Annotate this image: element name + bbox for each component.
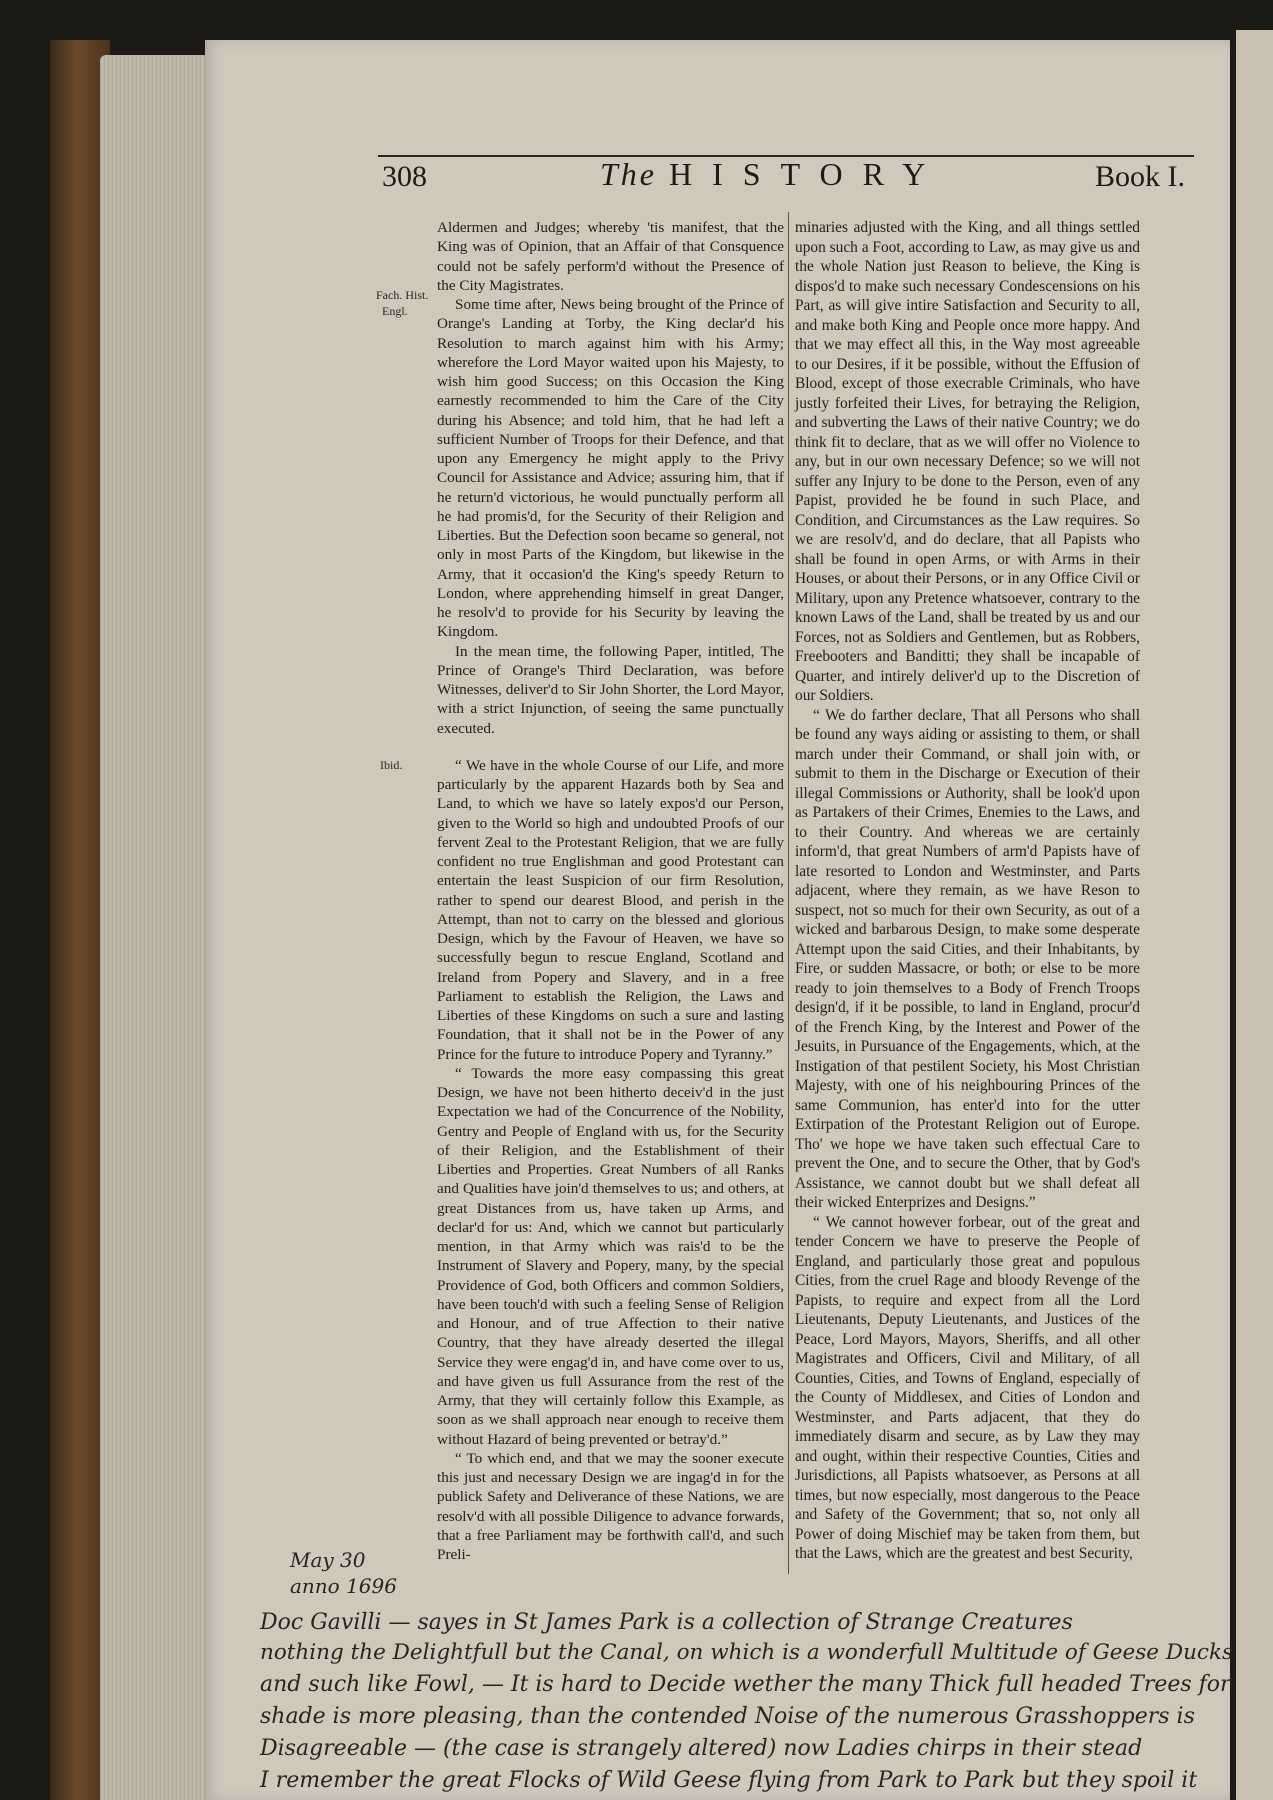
left-column (437, 218, 784, 1564)
left-paragraph-5: “ Towards the more easy compassing this great Design, we have not been hitherto deceiv'd in the just Expectation we had of the Concurrence of the Nobility, Gentry and People of England with us, for the Security of their Religion, and the Establishment of their Liberties and Properties. Great Numbers of all Ranks and Qualities have join'd themselves to us; and others, at great Distances from us, have taken up Arms, and declar'd for us: And, which we cannot but particularly mention, in that Army which was rais'd to be the Instrument of Slavery and Popery, many, by the special Providence of God, both Officers and common Soldiers, have been touch'd with such a feeling Sense of Religion and Honour, and of true Affection to their native Country, that they have already deserted the illegal Service they were engag'd in, and have come over to us, and have given us full Assurance from the rest of the Army, that they will certainly follow this Example, as soon as we shall approach near enough to receive them without Hazard of being prevented or betray'd.” (437, 1064, 784, 1448)
book-label: Book I. (1095, 160, 1185, 193)
handwritten-date-2: anno 1696 (290, 1574, 397, 1598)
handwritten-annotation (260, 1610, 1250, 1800)
column-divider (788, 212, 789, 1574)
page-edges (100, 55, 210, 1800)
margin-note-fach: Fach. Hist. (376, 288, 429, 302)
right-paragraph-1: minaries adjusted with the King, and all things settled upon such a Foot, according to Law, as may give us and the whole Nation just Reason to believe, the King is dispos'd to make such necessary Condescensions on his Part, as will give intire Satisfaction and Security to all, and make both King and People once more happy. And that we may effect all this, in the Way most agreeable to our Desires, if it be possible, without the Effusion of Blood, except of those execrable Criminals, who have justly forfeited their Lives, for betraying the Religion, and subverting the Laws of their native Country; we do think fit to declare, that as we will offer no Violence to any, but in our own necessary Defence; so we will not suffer any Injury to be done to the Person, even of any Papist, provided he be found in such Place, and Condition, and Circumstances as the Law requires. So we are resolv'd, and do declare, that all Papists who shall be found in open Arms, or with Arms in their Houses, or about their Persons, or in any Office Civil or Military, upon any Pretence whatsoever, contrary to the known Laws of the Land, shall be treated by us and our Forces, not as Soldiers and Gentlemen, but as Robbers, Freebooters and Banditti; they shall be incapable of Quarter, and intirely deliver'd up to the Discretion of our Soldiers. (795, 219, 1140, 704)
margin-note-ibid: Ibid. (380, 758, 403, 772)
handwritten-line-1: Doc Gavilli — sayes in St James Park is a collection of Strange Creatures (260, 1610, 1073, 1635)
margin-note-engl: Engl. (382, 304, 408, 318)
handwritten-line-6: I remember the great Flocks of Wild Geese flying from Park to Park but they spoil it (260, 1768, 1198, 1793)
handwritten-line-4: shade is more pleasing, than the contended Noise of the numerous Grasshoppers is (260, 1704, 1195, 1729)
left-paragraph-2: Some time after, News being brought of the Prince of Orange's Landing at Torby, the King declar'd his Resolution to march against him with his Army; wherefore the Lord Mayor waited upon his Majesty, to wish him good Success; on this Occasion the King earnestly recommended to him the Care of the City during his Absence; and told him, that he had left a sufficient Number of Troops for their Defence, and that upon any Emergency he might apply to the Privy Council for Assistance and Advice; assuring him, that if he return'd victorious, he would punctually perform all he had promis'd, for the Security of their Religion and Liberties. But the Defection soon became so general, not only in most Parts of the Kingdom, but likewise in the Army, that it occasion'd the King's speedy Return to London, where apprehending himself in great Danger, he resolv'd to provide for his Security by leaving the Kingdom. (437, 296, 784, 641)
right-paragraph-3: “ We cannot however forbear, out of the great and tender Concern we have to preserve the People of England, and particularly those great and populous Cities, from the cruel Rage and bloody Revenge of the Papists, to require and expect from all the Lord Lieutenants, Deputy Lieutenants, and Justices of the Peace, Lord Mayors, Mayors, Sheriffs, and all other Magistrates and Officers, Civil and Military, of all Counties, Cities, and Towns of England, especially of the County of Middlesex, and Cities of London and Westminster, and Parts adjacent, that they do immediately disarm and secure, as by Law they may and ought, within their respective Counties, Cities and Jurisdictions, all Papists whatsoever, as Persons at all times, but now especially, most dangerous to the Peace and Safety of the Government; that so, not only all Power of doing Mischief may be taken from them, but that the Laws, which are the greatest and best Security, (795, 1213, 1140, 1562)
handwritten-line-3: and such like Fowl, — It is hard to Decide wether the many Thick full headed Trees for (260, 1672, 1231, 1697)
handwritten-line-2: nothing the Delightfull but the Canal, on which is a wonderfull Multitude of Geese Ducks (260, 1640, 1234, 1665)
right-column (795, 218, 1140, 1564)
running-title-the: The (600, 156, 657, 192)
left-paragraph-3: In the mean time, the following Paper, intitled, The Prince of Orange's Third Declaration, was before Witnesses, deliver'd to Sir John Shorter, the Lord Mayor, with a strict Injunction, of seeing the same punctually executed. (437, 642, 784, 737)
running-title (600, 156, 945, 193)
facing-page-edge (1236, 30, 1273, 1800)
right-paragraph-2: “ We do farther declare, That all Persons who shall be found any ways aiding or assisting to them, or shall march under their Command, or shall join with, or submit to them in the Discharge or Execution of their illegal Commissions or Authority, shall be look'd upon as Partakers of their Crimes, Enemies to the Laws, and to their Country. And whereas we are certainly inform'd, that great Numbers of arm'd Papists have of late resorted to London and Westminster, and Parts adjacent, where they remain, as we have Reson to suspect, not so much for their own Security, as out of a wicked and barbarous Design, to make some desperate Attempt upon the said Cities, and their Inhabitants, by Fire, or sudden Massacre, or both; or else to be more ready to join themselves to a Body of French Troops design'd, if it be possible, to land in England, procur'd of the French King, by the Interest and Power of the Jesuits, in Pursuance of the Engagements, which, at the Instigation of that pestilent Society, his Most Christian Majesty, with one of his neighbouring Princes of the same Communion, has enter'd into for the utter Extirpation of the Protestant Religion out of Europe. Tho' we hope we have taken such effectual Care to prevent the One, and to secure the Other, that by God's Assistance, we cannot doubt but we shall defeat all their wicked Enterprizes and Designs.” (795, 706, 1140, 1211)
left-paragraph-6: “ To which end, and that we may the sooner execute this just and necessary Design we are ingag'd in for the publick Safety and Deliverance of these Nations, we are resolv'd with all possible Diligence to advance forwards, that a free Parliament may be forthwith call'd, and such Preli- (437, 1449, 784, 1563)
handwritten-line-5: Disagreeable — (the case is strangely altered) now Ladies chirps in their stead (260, 1736, 1143, 1761)
left-paragraph-1: Aldermen and Judges; whereby 'tis manifest, that the King was of Opinion, that an Affair of that Consquence could not be safely perform'd without the Presence of the City Magistrates. (437, 219, 784, 294)
running-title-word: HISTORY (669, 156, 946, 192)
page-number: 308 (382, 160, 427, 193)
handwritten-date-1: May 30 (290, 1548, 366, 1572)
left-paragraph-4: “ We have in the whole Course of our Life, and more particularly by the apparent Hazards both by Sea and Land, to which we have so lately expos'd our Person, given to the World so high and undoubted Proofs of our fervent Zeal to the Protestant Religion, that we are fully confident no true Englishman and good Protestant can entertain the least Suspicion of our firm Resolution, rather to spend our dearest Blood, and perish in the Attempt, than not to carry on the blessed and glorious Design, which by the Favour of Heaven, we have so successfully begun to rescue England, Scotland and Ireland from Popery and Slavery, and in a free Parliament to establish the Religion, the Laws and Liberties of these Kingdoms on such a sure and lasting Foundation, that it shall not be in the Power of any Prince for the future to introduce Popery and Tyranny.” (437, 756, 784, 1063)
